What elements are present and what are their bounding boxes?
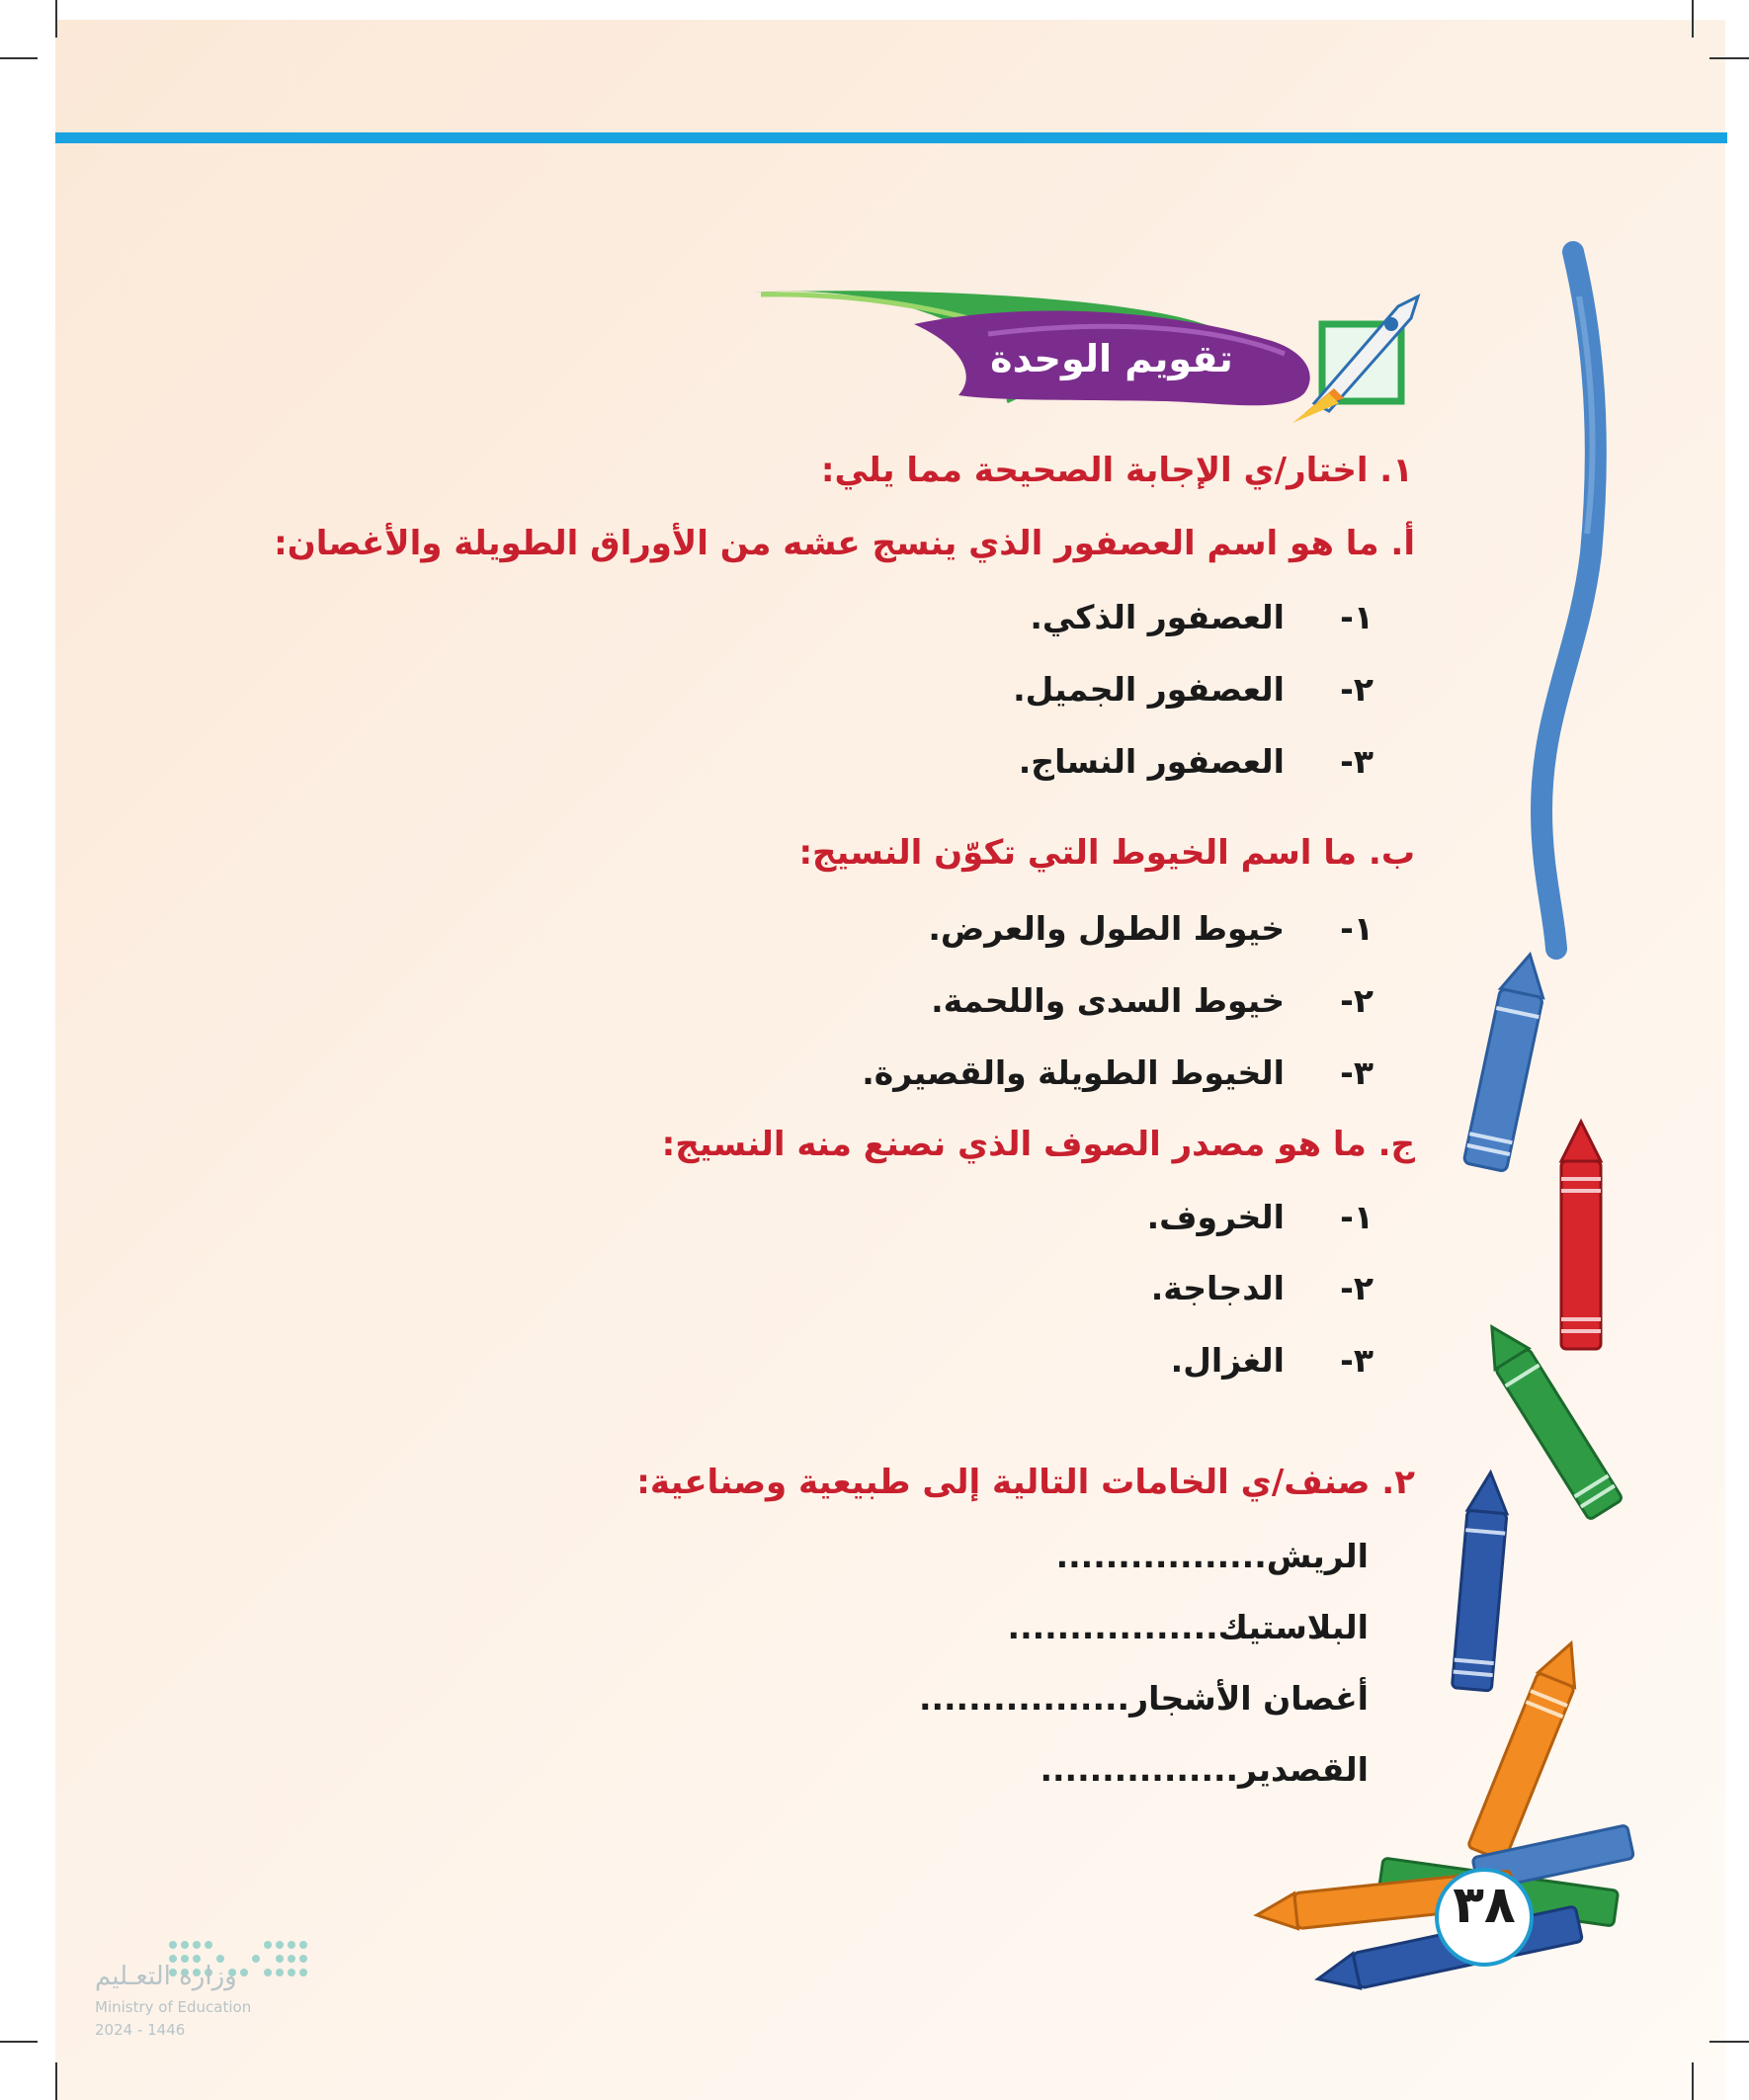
option-number: ٢- — [1340, 1269, 1374, 1307]
classification-item: الريش................. — [1055, 1537, 1369, 1575]
option-text: العصفور الذكي. — [1030, 598, 1285, 636]
option-text: العصفور النساج. — [1018, 742, 1285, 781]
option-number: ١- — [1340, 909, 1374, 948]
edition-year: 2024 - 1446 — [95, 2021, 186, 2039]
question-1a: أ. ما هو اسم العصفور الذي ينسج عشه من الأوراق الطويلة والأغصان: — [274, 524, 1415, 563]
option-number: ١- — [1340, 1198, 1374, 1236]
unit-title: تقويم الوحدة — [990, 337, 1233, 380]
option-number: ٢- — [1340, 670, 1374, 709]
option-number: ٣- — [1340, 1341, 1374, 1380]
question-1b: ب. ما اسم الخيوط التي تكوّن النسيج: — [798, 833, 1415, 873]
option-text: الخروف. — [1146, 1198, 1285, 1236]
option-number: ٣- — [1340, 742, 1374, 781]
option-text: الخيوط الطويلة والقصيرة. — [862, 1053, 1285, 1092]
option-text: العصفور الجميل. — [1013, 670, 1285, 709]
classification-item: البلاستيك................. — [1007, 1608, 1369, 1646]
ministry-name-en: Ministry of Education — [95, 1998, 252, 2016]
question-1c: ج. ما هو مصدر الصوف الذي نصنع منه النسيج: — [661, 1125, 1415, 1164]
option-number: ٢- — [1340, 981, 1374, 1020]
option-text: خيوط الطول والعرض. — [928, 909, 1285, 948]
ministry-name-ar: وزارة التعـليم — [95, 1962, 237, 1991]
option-number: ١- — [1340, 598, 1374, 636]
option-text: الدجاجة. — [1150, 1269, 1285, 1307]
question-1-heading: ١. اختار/ي الإجابة الصحيحة مما يلي: — [820, 451, 1413, 490]
classification-item: أغصان الأشجار................. — [918, 1679, 1369, 1718]
classification-item: القصدير................ — [1040, 1750, 1369, 1789]
question-2-heading: ٢. صنف/ي الخامات التالية إلى طبيعية وصناعية: — [636, 1463, 1415, 1502]
option-text: خيوط السدى واللحمة. — [931, 981, 1285, 1020]
page-number: ٣٨ — [1453, 1876, 1516, 1935]
option-number: ٣- — [1340, 1053, 1374, 1092]
option-text: الغزال. — [1170, 1341, 1285, 1380]
